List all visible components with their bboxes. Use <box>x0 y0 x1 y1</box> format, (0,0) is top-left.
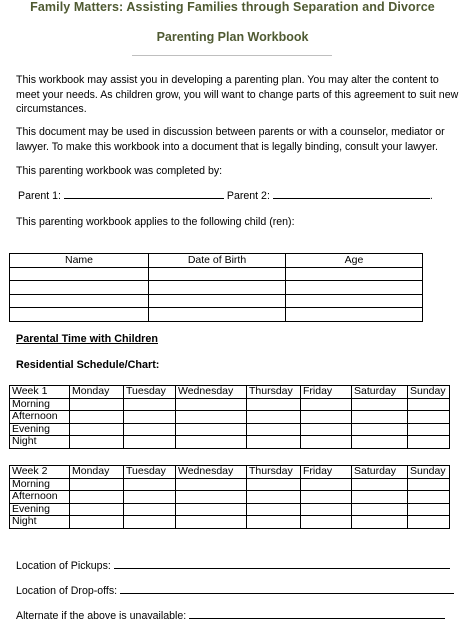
period-night: Night <box>10 436 70 449</box>
parent-2-label: Parent 2: <box>226 190 270 202</box>
table-row <box>10 516 450 529</box>
schedule-cell[interactable] <box>70 516 124 529</box>
schedule-cell[interactable] <box>176 478 247 491</box>
dropoffs-line <box>16 584 464 599</box>
page-title: Family Matters: Assisting Families through Separation and Divorce <box>30 0 435 14</box>
age-cell[interactable] <box>286 308 423 322</box>
period-morning: Morning <box>10 398 70 411</box>
schedule-cell[interactable] <box>408 516 450 529</box>
applies-to-text: This parenting workbook applies to the following child (ren): <box>16 216 295 228</box>
dropoffs-field[interactable] <box>120 584 454 594</box>
schedule-cell[interactable] <box>408 436 450 449</box>
schedule-cell[interactable] <box>408 411 450 424</box>
schedule-cell[interactable] <box>176 398 247 411</box>
day-tuesday: Tuesday <box>124 466 176 479</box>
schedule-cell[interactable] <box>301 411 352 424</box>
schedule-cell[interactable] <box>352 516 408 529</box>
table-row <box>10 478 450 491</box>
day-monday: Monday <box>70 466 124 479</box>
schedule-cell[interactable] <box>70 411 124 424</box>
schedule-cell[interactable] <box>352 411 408 424</box>
schedule-cell[interactable] <box>124 491 176 504</box>
completed-by-text: This parenting workbook was completed by: <box>16 165 223 177</box>
alternate-label: Alternate if the above is unavailable: <box>16 610 187 622</box>
table-row <box>10 503 450 516</box>
schedule-cell[interactable] <box>124 398 176 411</box>
dob-cell[interactable] <box>149 294 286 308</box>
schedule-cell[interactable] <box>247 423 301 436</box>
schedule-cell[interactable] <box>352 503 408 516</box>
schedule-cell[interactable] <box>70 491 124 504</box>
table-row <box>10 491 450 504</box>
schedule-cell[interactable] <box>176 491 247 504</box>
schedule-cell[interactable] <box>352 423 408 436</box>
schedule-cell[interactable] <box>408 423 450 436</box>
day-wednesday: Wednesday <box>176 386 247 399</box>
schedule-cell[interactable] <box>176 503 247 516</box>
day-friday: Friday <box>301 386 352 399</box>
schedule-cell[interactable] <box>352 436 408 449</box>
period-night: Night <box>10 516 70 529</box>
schedule-cell[interactable] <box>70 478 124 491</box>
age-cell[interactable] <box>286 294 423 308</box>
week-1-schedule <box>9 385 450 449</box>
table-row <box>10 294 423 308</box>
period-afternoon: Afternoon <box>10 491 70 504</box>
page-subtitle: Parenting Plan Workbook <box>156 30 309 44</box>
name-cell[interactable] <box>10 267 149 281</box>
table-row <box>10 423 450 436</box>
column-header-age: Age <box>286 254 423 268</box>
table-row <box>10 398 450 411</box>
column-header-name: Name <box>10 254 149 268</box>
schedule-cell[interactable] <box>124 478 176 491</box>
schedule-cell[interactable] <box>247 398 301 411</box>
section-parental-time: Parental Time with Children <box>16 333 158 345</box>
schedule-cell[interactable] <box>247 491 301 504</box>
schedule-cell[interactable] <box>408 503 450 516</box>
period-morning: Morning <box>10 478 70 491</box>
dob-cell[interactable] <box>149 267 286 281</box>
schedule-cell[interactable] <box>352 491 408 504</box>
alternate-field[interactable] <box>189 609 445 619</box>
schedule-cell[interactable] <box>247 478 301 491</box>
parent-1-field[interactable] <box>64 189 224 199</box>
age-cell[interactable] <box>286 267 423 281</box>
week-2-label: Week 2 <box>10 466 70 479</box>
dropoffs-label: Location of Drop-offs: <box>16 585 118 597</box>
schedule-cell[interactable] <box>124 503 176 516</box>
dob-cell[interactable] <box>149 308 286 322</box>
schedule-cell[interactable] <box>176 516 247 529</box>
parent-1-label: Parent 1: <box>18 190 61 202</box>
schedule-cell[interactable] <box>247 516 301 529</box>
schedule-cell[interactable] <box>408 398 450 411</box>
schedule-cell[interactable] <box>408 491 450 504</box>
schedule-cell[interactable] <box>301 423 352 436</box>
day-saturday: Saturday <box>352 466 408 479</box>
period-evening: Evening <box>10 423 70 436</box>
schedule-cell[interactable] <box>352 398 408 411</box>
table-row <box>10 281 423 295</box>
day-monday: Monday <box>70 386 124 399</box>
schedule-cell[interactable] <box>176 411 247 424</box>
day-thursday: Thursday <box>247 466 301 479</box>
parents-line: Parent 1: Parent 2: . <box>18 190 433 202</box>
children-table <box>9 253 423 322</box>
schedule-cell[interactable] <box>124 516 176 529</box>
schedule-cell[interactable] <box>70 423 124 436</box>
pickups-field[interactable] <box>114 559 450 569</box>
schedule-cell[interactable] <box>301 398 352 411</box>
day-sunday: Sunday <box>408 466 450 479</box>
period-evening: Evening <box>10 503 70 516</box>
name-cell[interactable] <box>10 308 149 322</box>
schedule-cell[interactable] <box>301 516 352 529</box>
day-thursday: Thursday <box>247 386 301 399</box>
week-1-header-row <box>10 386 450 399</box>
schedule-cell[interactable] <box>408 478 450 491</box>
schedule-cell[interactable] <box>124 436 176 449</box>
age-cell[interactable] <box>286 281 423 295</box>
section-residential-schedule: Residential Schedule/Chart: <box>16 359 160 371</box>
schedule-cell[interactable] <box>70 436 124 449</box>
schedule-cell[interactable] <box>124 411 176 424</box>
alternate-line <box>16 609 464 624</box>
schedule-cell[interactable] <box>301 491 352 504</box>
schedule-cell[interactable] <box>70 503 124 516</box>
schedule-cell[interactable] <box>301 436 352 449</box>
period-afternoon: Afternoon <box>10 411 70 424</box>
dob-cell[interactable] <box>149 281 286 295</box>
schedule-cell[interactable] <box>176 436 247 449</box>
day-sunday: Sunday <box>408 386 450 399</box>
day-friday: Friday <box>301 466 352 479</box>
schedule-cell[interactable] <box>247 411 301 424</box>
intro-paragraph-1: This workbook may assist you in developing a parenting plan. You may alter the content to meet your needs. As children grow, you will want to change parts of this agreement to suit new circumstances. <box>16 74 459 115</box>
pickups-line <box>16 559 464 574</box>
week-2-schedule <box>9 465 450 529</box>
title-divider <box>132 55 332 56</box>
parent-2-field[interactable] <box>273 189 430 199</box>
table-row <box>10 308 423 322</box>
pickups-label: Location of Pickups: <box>16 560 111 572</box>
name-cell[interactable] <box>10 294 149 308</box>
schedule-cell[interactable] <box>247 436 301 449</box>
schedule-cell[interactable] <box>352 478 408 491</box>
week-2-header-row <box>10 466 450 479</box>
schedule-cell[interactable] <box>247 503 301 516</box>
day-tuesday: Tuesday <box>124 386 176 399</box>
day-wednesday: Wednesday <box>176 466 247 479</box>
day-saturday: Saturday <box>352 386 408 399</box>
children-table-header <box>10 254 423 268</box>
table-row <box>10 267 423 281</box>
schedule-cell[interactable] <box>301 478 352 491</box>
schedule-cell[interactable] <box>176 423 247 436</box>
table-row <box>10 436 450 449</box>
schedule-cell[interactable] <box>70 398 124 411</box>
intro-paragraph-2: This document may be used in discussion between parents or with a counselor, mediator or lawyer. To make this workbook into a document that is legally binding, consult your lawyer. <box>16 126 445 153</box>
schedule-cell[interactable] <box>124 423 176 436</box>
name-cell[interactable] <box>10 281 149 295</box>
table-row <box>10 411 450 424</box>
week-1-label: Week 1 <box>10 386 70 399</box>
schedule-cell[interactable] <box>301 503 352 516</box>
column-header-dob: Date of Birth <box>149 254 286 268</box>
